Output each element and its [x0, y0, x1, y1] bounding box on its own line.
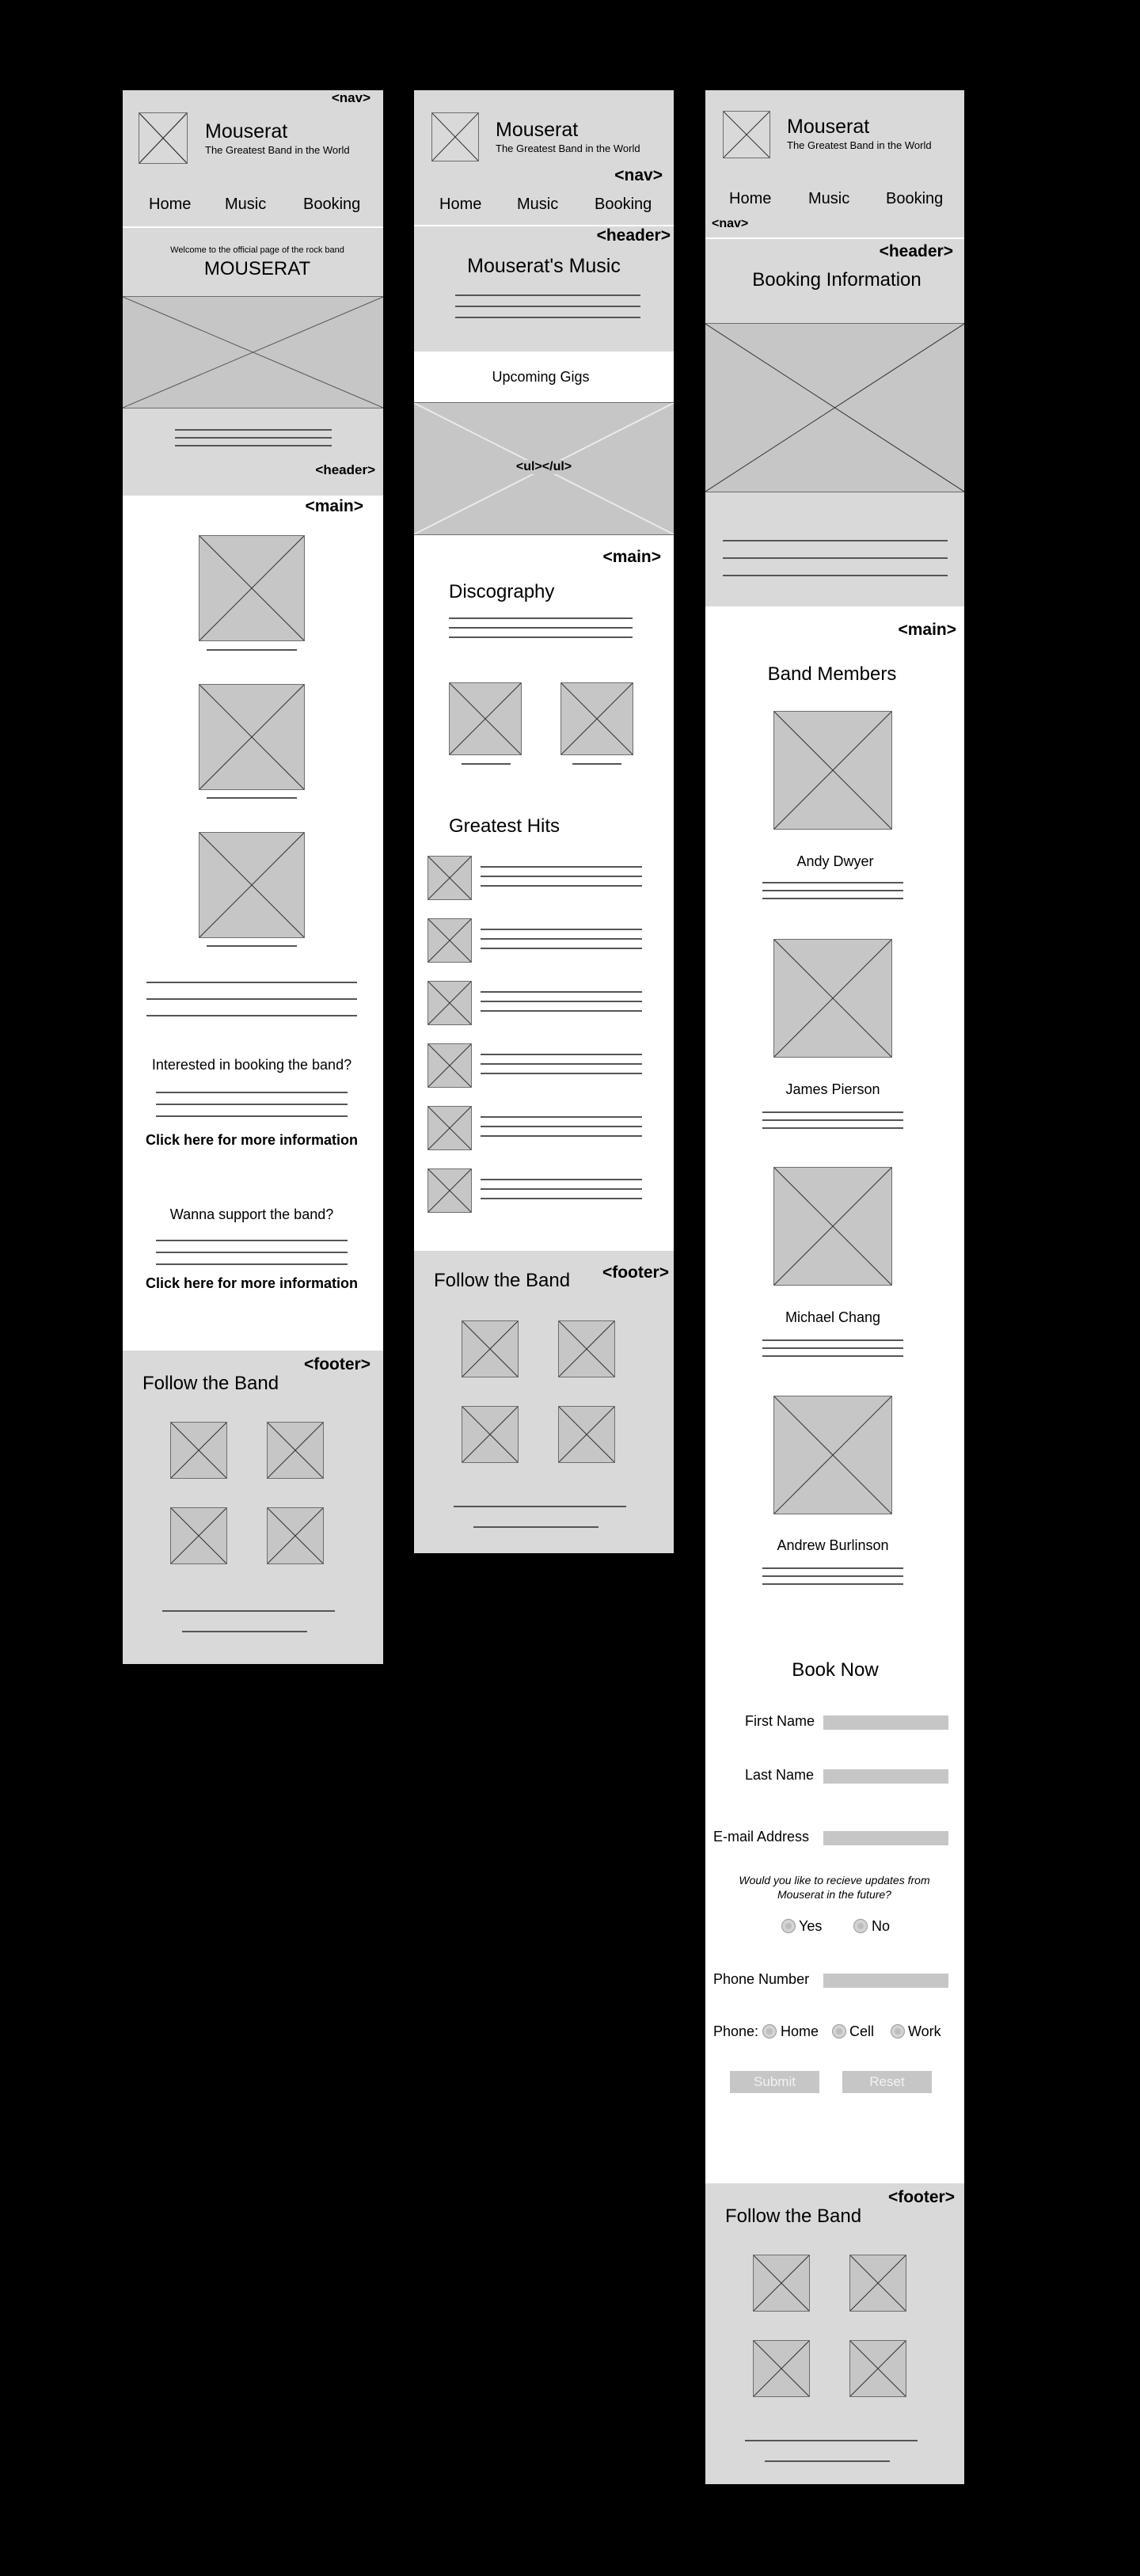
track-line [481, 1010, 642, 1012]
member-bio-line [762, 1127, 903, 1129]
main-tag: <main> [602, 548, 661, 566]
music-nav-area [414, 90, 674, 225]
footer-line [745, 2440, 918, 2441]
home-footer [123, 1351, 383, 1664]
footer-line [765, 2460, 890, 2462]
caption-line [462, 763, 511, 765]
music-footer [414, 1251, 674, 1553]
track-line [481, 1198, 642, 1199]
album-cover-placeholder[interactable] [449, 682, 522, 755]
member-photo-placeholder [773, 1167, 892, 1286]
music-wireframe [414, 90, 674, 1553]
booking-title: Booking Information [752, 269, 922, 291]
paragraph-line [146, 1015, 357, 1016]
phone-work-label: Work [908, 2023, 941, 2039]
nav-booking[interactable]: Booking [303, 196, 361, 213]
social-icon-placeholder[interactable] [558, 1320, 615, 1377]
email-input[interactable] [823, 1831, 948, 1845]
phone-number-label: Phone Number [713, 1971, 810, 1987]
social-icon-placeholder[interactable] [462, 1320, 519, 1377]
welcome-text: Welcome to the official page of the rock band [170, 245, 344, 255]
phone-home-label: Home [781, 2023, 819, 2039]
gigs-list-placeholder [414, 402, 674, 535]
paragraph-line [146, 998, 357, 1000]
nav-tag: <nav> [614, 166, 663, 184]
band-title: MOUSERAT [203, 258, 311, 279]
follow-heading: Follow the Band [725, 2206, 862, 2227]
header-text-line [723, 575, 948, 576]
logo-placeholder [431, 112, 479, 161]
main-tag: <main> [305, 497, 363, 515]
track-line [481, 1179, 642, 1180]
member-photo-placeholder [199, 832, 305, 938]
updates-yes-label: Yes [799, 1918, 823, 1934]
reset-button[interactable]: Reset [842, 2071, 932, 2093]
footer-line [162, 1610, 335, 1612]
member-bio-line [762, 1575, 903, 1577]
follow-heading: Follow the Band [434, 1270, 571, 1291]
header-text-line [455, 317, 640, 318]
phone-work-radio[interactable] [891, 2024, 905, 2038]
track-line [481, 866, 642, 868]
paragraph-line [156, 1252, 348, 1253]
footer-line [182, 1631, 307, 1632]
first-name-input[interactable] [823, 1715, 948, 1730]
social-icon-placeholder[interactable] [849, 2340, 906, 2397]
header-text-line [723, 557, 948, 559]
member-photo-placeholder [199, 535, 305, 641]
updates-question: Would you like to recieve updates from Mouserat in the future? [739, 1874, 930, 1901]
nav-music[interactable]: Music [808, 190, 850, 207]
support-info-link[interactable]: Click here for more information [145, 1275, 359, 1291]
social-icon-placeholder[interactable] [753, 2340, 810, 2397]
phone-type-label: Phone: [713, 2023, 759, 2039]
member-bio-line [762, 1339, 903, 1341]
last-name-input[interactable] [823, 1769, 948, 1784]
music-header [414, 225, 674, 351]
paragraph-line [146, 982, 357, 983]
header-tag: <header> [879, 242, 953, 260]
brand-tagline: The Greatest Band in the World [205, 144, 350, 156]
follow-heading: Follow the Band [142, 1373, 279, 1394]
member-bio-line [762, 1567, 903, 1569]
member-bio-line [762, 1111, 903, 1113]
track-line [481, 885, 642, 887]
header-text-line [175, 429, 332, 431]
booking-question: Interested in booking the band? [151, 1057, 352, 1073]
booking-header [705, 237, 964, 606]
footer-tag: <footer> [602, 1263, 669, 1282]
hero-image-placeholder [123, 296, 383, 408]
track-thumb-placeholder[interactable] [428, 981, 472, 1025]
home-header [123, 226, 383, 496]
track-line [481, 1116, 642, 1118]
footer-tag: <footer> [887, 2188, 955, 2206]
updates-no-radio[interactable] [853, 1919, 868, 1933]
track-line [481, 1073, 642, 1074]
logo-placeholder [723, 111, 770, 158]
booking-hero-placeholder [705, 323, 964, 492]
member-name: Andrew Burlinson [777, 1537, 889, 1553]
booking-wireframe [705, 90, 964, 2484]
discography-heading: Discography [449, 581, 555, 602]
footer-tag: <footer> [303, 1355, 370, 1373]
last-name-label: Last Name [745, 1767, 815, 1783]
updates-yes-radio[interactable] [781, 1919, 796, 1933]
brand-tagline: The Greatest Band in the World [496, 142, 640, 154]
email-label: E-mail Address [713, 1829, 810, 1845]
track-thumb-placeholder[interactable] [428, 918, 472, 963]
booking-footer [705, 2183, 964, 2484]
social-icon-placeholder[interactable] [462, 1406, 519, 1463]
track-line [481, 1188, 642, 1190]
paragraph-line [449, 627, 633, 629]
social-icon-placeholder[interactable] [170, 1422, 227, 1479]
track-line [481, 1135, 642, 1137]
brand-tagline: The Greatest Band in the World [787, 139, 932, 151]
nav-booking[interactable]: Booking [595, 196, 652, 213]
caption-line [572, 763, 621, 765]
member-bio-line [762, 1355, 903, 1357]
nav-music[interactable]: Music [225, 196, 267, 213]
brand-name: Mouserat [205, 120, 288, 142]
paragraph-line [156, 1240, 348, 1241]
header-tag: <header> [596, 226, 671, 245]
member-name: James Pierson [785, 1081, 880, 1097]
header-text-line [175, 437, 332, 439]
nav-music[interactable]: Music [517, 196, 559, 213]
member-bio-line [762, 1347, 903, 1349]
nav-home[interactable]: Home [729, 190, 772, 207]
track-line [481, 991, 642, 993]
paragraph-line [156, 1115, 348, 1117]
header-text-line [455, 306, 640, 307]
brand-name: Mouserat [787, 116, 870, 138]
band-members-heading: Band Members [767, 663, 897, 685]
home-nav-area [123, 90, 383, 226]
submit-button[interactable]: Submit [730, 2071, 819, 2093]
social-icon-placeholder[interactable] [267, 1507, 324, 1564]
first-name-label: First Name [745, 1713, 815, 1729]
footer-line [454, 1506, 626, 1507]
phone-home-radio[interactable] [762, 2024, 777, 2038]
paragraph-line [156, 1104, 348, 1105]
track-line [481, 948, 642, 949]
member-photo-placeholder [199, 684, 305, 790]
home-wireframe [123, 90, 383, 1664]
social-icon-placeholder[interactable] [170, 1507, 227, 1564]
track-thumb-placeholder[interactable] [428, 856, 472, 900]
social-icon-placeholder[interactable] [558, 1406, 615, 1463]
member-name: Michael Chang [785, 1309, 881, 1325]
member-bio-line [762, 1119, 903, 1121]
track-line [481, 1054, 642, 1055]
booking-nav-area [705, 90, 964, 237]
track-line [481, 1063, 642, 1065]
member-name: Andy Dwyer [796, 853, 874, 869]
member-bio-line [762, 882, 903, 883]
track-thumb-placeholder[interactable] [428, 1168, 472, 1213]
member-photo-placeholder [773, 1396, 892, 1514]
member-bio-line [762, 1583, 903, 1585]
caption-line [207, 649, 297, 651]
member-photo-placeholder [773, 711, 892, 830]
phone-number-input[interactable] [823, 1974, 948, 1988]
social-icon-placeholder[interactable] [753, 2255, 810, 2312]
greatest-hits-heading: Greatest Hits [449, 815, 560, 837]
phone-cell-radio[interactable] [832, 2024, 846, 2038]
paragraph-line [156, 1263, 348, 1265]
track-line [481, 876, 642, 877]
support-question: Wanna support the band? [169, 1206, 334, 1222]
brand-name: Mouserat [496, 119, 579, 141]
track-line [481, 929, 642, 930]
paragraph-line [156, 1092, 348, 1093]
caption-line [207, 945, 297, 947]
member-bio-line [762, 890, 903, 891]
track-line [481, 1126, 642, 1127]
main-tag: <main> [898, 621, 956, 639]
track-line [481, 938, 642, 940]
updates-no-label: No [872, 1918, 891, 1934]
social-icon-placeholder[interactable] [849, 2255, 906, 2312]
phone-cell-label: Cell [849, 2023, 875, 2039]
caption-line [207, 797, 297, 799]
header-tag: <header> [315, 462, 375, 477]
track-line [481, 1001, 642, 1002]
header-text-line [455, 294, 640, 296]
book-now-heading: Book Now [792, 1659, 879, 1681]
header-text-line [723, 540, 948, 541]
track-thumb-placeholder[interactable] [428, 1043, 472, 1088]
nav-home[interactable]: Home [149, 196, 192, 213]
social-icon-placeholder[interactable] [267, 1422, 324, 1479]
music-title: Mouserat's Music [467, 255, 621, 277]
upcoming-gigs-heading: Upcoming Gigs [492, 369, 590, 385]
nav-tag: <nav> [712, 217, 749, 230]
ul-tag: <ul></ul> [513, 460, 575, 474]
logo-placeholder [139, 112, 188, 164]
member-photo-placeholder [773, 939, 892, 1058]
booking-info-link[interactable]: Click here for more information [145, 1132, 359, 1148]
footer-line [473, 1526, 598, 1528]
album-cover-placeholder[interactable] [560, 682, 633, 755]
nav-home[interactable]: Home [439, 196, 482, 213]
header-text-line [175, 445, 332, 446]
nav-booking[interactable]: Booking [886, 190, 944, 207]
nav-tag: <nav> [331, 90, 370, 105]
paragraph-line [449, 636, 633, 638]
track-thumb-placeholder[interactable] [428, 1106, 472, 1150]
paragraph-line [449, 617, 633, 619]
member-bio-line [762, 898, 903, 899]
